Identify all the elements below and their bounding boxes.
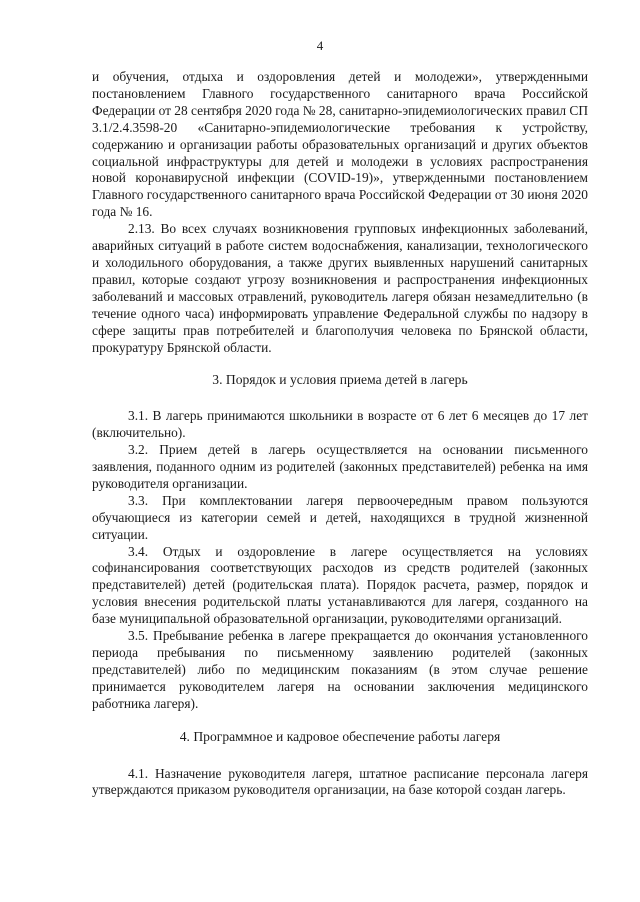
- paragraph: 3.4. Отдых и оздоровление в лагере осуществляется на условиях софинансирования соответствующих расходов из средств родителей (законных представителей) детей (родительская плата). Порядок расчета, размер, порядок и условия внесения родительской платы устанавливаются для лагеря, созданного на базе муниципальной образовательной организации, руководителями организаций.: [92, 543, 588, 627]
- document-body: [92, 69, 588, 799]
- paragraph: 4.1. Назначение руководителя лагеря, штатное расписание персонала лагеря утверждаются приказом руководителя организации, на базе которой создан лагерь.: [92, 765, 588, 798]
- paragraph: 2.13. Во всех случаях возникновения групповых инфекционных заболеваний, аварийных ситуаций в работе систем водоснабжения, канализации, технологического и холодильного оборудования, а также других выявленных нарушений санитарных правил, которые создают угрозу возникновения и распространения инфекционных заболеваний и массовых отравлений, руководитель лагеря обязан незамедлительно (в течение одного часа) информировать управление Федеральной службы по надзору в сфере защиты прав потребителей и благополучия человека по Брянской области, прокуратуру Брянской области.: [92, 221, 588, 355]
- paragraph: 3.2. Прием детей в лагерь осуществляется на основании письменного заявления, поданного одним из родителей (законных представителей) ребенка на имя руководителя организации.: [92, 442, 588, 491]
- paragraph: и обучения, отдыха и оздоровления детей и молодежи», утвержденными постановлением Главного государственного санитарного врача Российской Федерации от 28 сентября 2020 года № 28, санитарно-эпидемиологических правил СП 3.1/2.4.3598-20 «Санитарно-эпидемиологические требования к устройству, содержанию и организации работы образовательных организаций и других объектов социальной инфраструктуры для детей и молодежи в условиях распространения новой коронавирусной инфекции (COVID-19)», утвержденными постановлением Главного государственного санитарного врача Российской Федерации от 30 июня 2020 года № 16.: [92, 69, 589, 220]
- paragraph: 3.5. Пребывание ребенка в лагере прекращается до окончания установленного периода пребывания по письменному заявлению родителей (законных представителей) либо по медицинским показаниям (в этом случае решение принимается руководителем лагеря на основании заключения медицинского работника лагеря).: [92, 628, 588, 711]
- section-heading: 3. Порядок и условия приема детей в лагерь: [212, 372, 468, 388]
- section-heading: 4. Программное и кадровое обеспечение работы лагеря: [179, 728, 501, 744]
- paragraph: 3.3. При комплектовании лагеря первоочередным правом пользуются обучающиеся из категории семей и детей, находящихся в трудной жизненной ситуации.: [92, 492, 588, 542]
- page-number: 4: [316, 38, 324, 53]
- paragraph: 3.1. В лагерь принимаются школьники в возрасте от 6 лет 6 месяцев до 17 лет (включительно).: [92, 408, 588, 441]
